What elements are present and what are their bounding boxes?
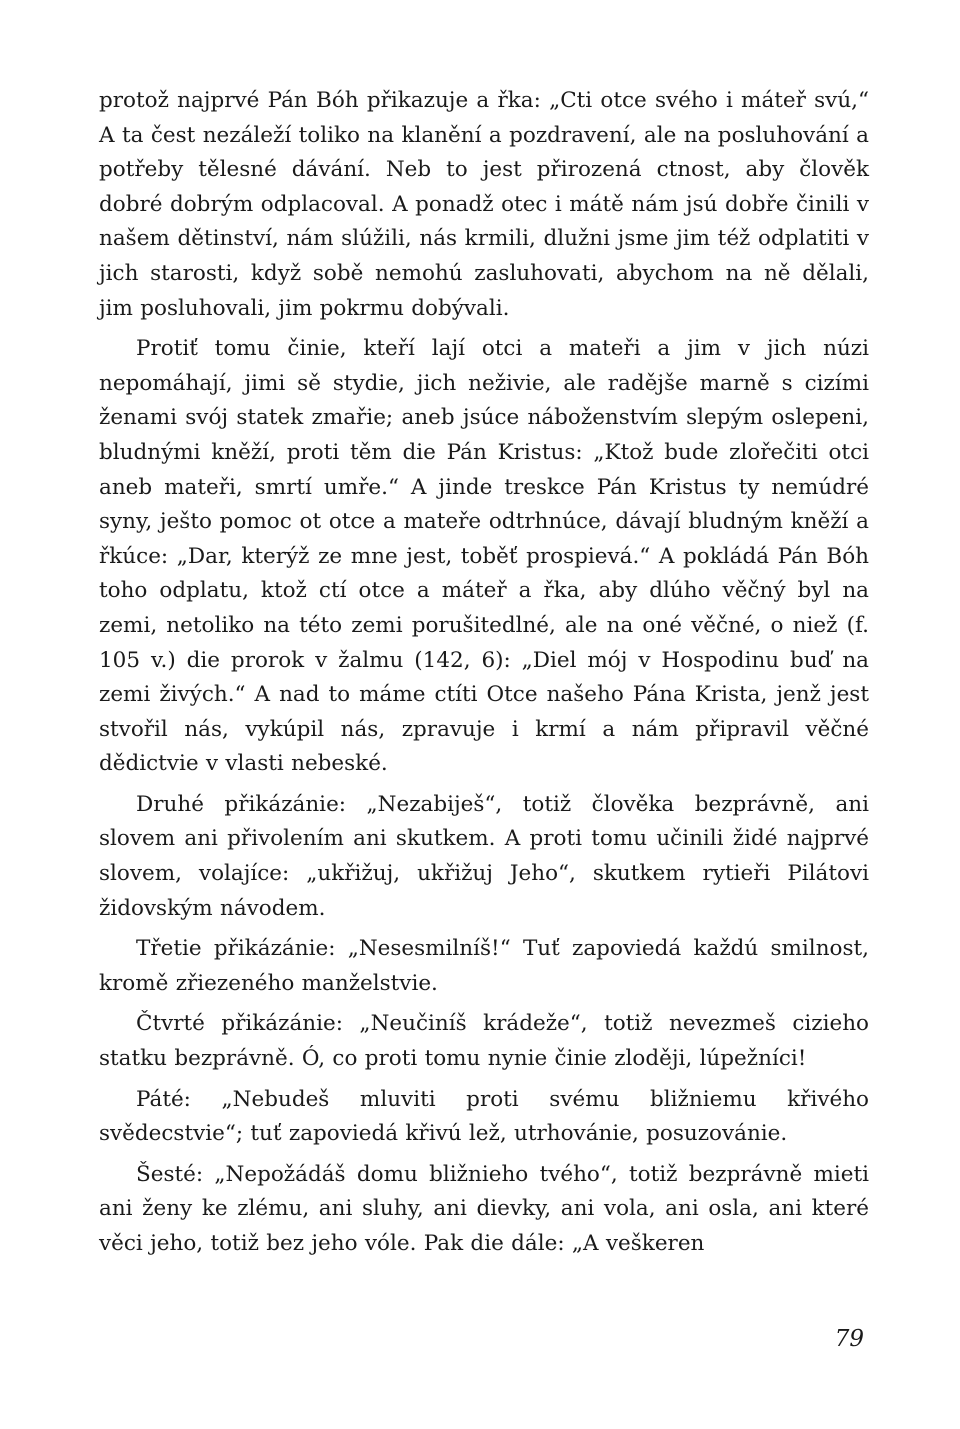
page-number: 79 [834,1326,864,1352]
paragraph-3: Druhé přikázánie: „Nezabiješ“, totiž člověka bezprávně, ani slovem ani přivolením ani skutkem. A proti tomu učinili židé najprvé slovem, volajíce: „ukřižuj, ukřižuj Jeho“, skutkem rytieři Pilátovi židovským návodem. [99,791,869,921]
paragraph-2: Protiť tomu činie, kteří lají otci a mateři a jim v jich núzi nepomáhají, jimi sě stydie, jich neživie, ale radějše marně s cizími ženami svój statek zmařie; aneb jsúce náboženstvím slepým oslepeni, bludnými kněží, proti těm die Pán Kristus: „Ktož bude zlořečiti otci aneb mateři, smrtí umře.“ A jinde treskce Pán Kristus ty nemúdré syny, ješto pomoc ot otce a mateře odtrhnúce, dávají bludným kněží a řkúce: „Dar, kterýž ze mne jest, toběť prospievá.“ A pokládá Pán Bóh toho odplatu, ktož ctí otce a máteř a řka, aby dlúho věčný byl na zemi, netoliko na této zemi porušitedlné, ale na oné věčné, o niež (f. 105 v.) die prorok v žalmu (142, 6): „Diel mój v Hospodinu buď na zemi živých.“ A nad to máme ctíti Otce našeho Pána Krista, jenž jest stvořil nás, vykúpil nás, zpravuje i krmí a nám připravil věčné dědictvie v vlasti nebeské. [99,336,869,777]
paragraph-6: Páté: „Nebudeš mluviti proti svému bližniemu křivého svědecstvie“; tuť zapoviedá křivú lež, utrhovánie, posuzovánie. [99,1086,869,1147]
page-body [99,84,869,1262]
paragraph-7: Šesté: „Nepožádáš domu bližnieho tvého“, totiž bezprávně mieti ani ženy ke zlému, ani sluhy, ani dievky, ani vola, ani osla, ani které věci jeho, totiž bez jeho vóle. Pak die dále: „A veškeren [99,1161,869,1256]
paragraph-4: Třetie přikázánie: „Nesesmilníš!“ Tuť zapoviedá každú smilnost, kromě zřiezeného manželstvie. [99,936,869,996]
paragraph-5: Čtvrté přikázánie: „Neučiníš krádeže“, totiž nevezmeš cizieho statku bezprávně. Ó, co proti tomu nynie činie zloději, lúpežníci! [99,1011,869,1072]
paragraph-1: protož najprvé Pán Bóh přikazuje a řka: „Cti otce svého i máteř svú,“ A ta čest nezáleží toliko na klanění a pozdravení, ale na posluhování a potřeby tělesné dávání. Neb to jest přirozená ctnost, aby člověk dobré dobrým odplacoval. A ponadž otec i mátě nám jsú dobře činili v našem dětinství, nám slúžili, nás krmili, dlužni jsme jim též odplatiti v jich starosti, když sobě nemohú zasluhovati, abychom na ně dělali, jim posluhovali, jim pokrmu dobývali. [99,88,869,321]
